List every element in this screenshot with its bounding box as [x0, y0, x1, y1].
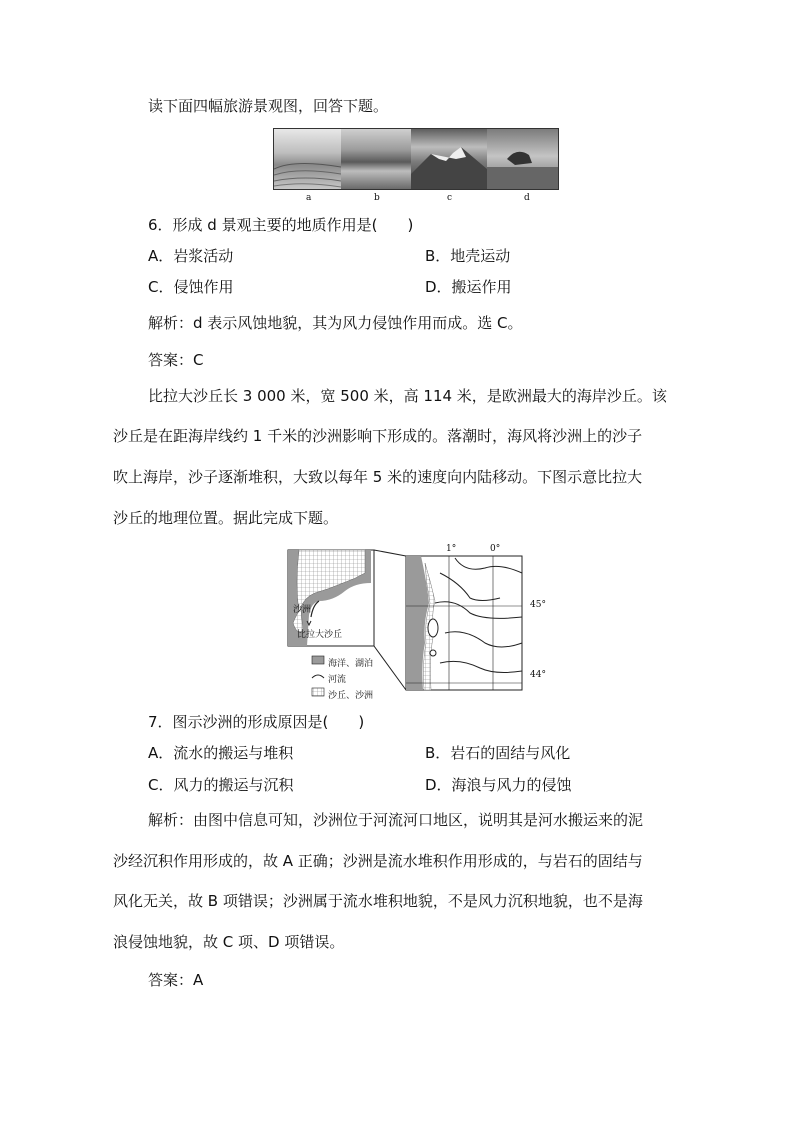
photo-label-b: b: [374, 193, 380, 203]
landscape-photos: [273, 128, 559, 190]
q7-option-d: D．海浪与风力的侵蚀: [425, 776, 572, 794]
q7-analysis-line-1: 解析：由图中信息可知，沙洲位于河流河口地区，说明其是河水搬运来的泥: [148, 811, 644, 829]
q7-option-c: C．风力的搬运与沉积: [148, 776, 294, 794]
q6-option-c: C．侵蚀作用: [148, 278, 234, 296]
bila-dune-map: [285, 543, 555, 703]
q6-analysis: 解析：d 表示风蚀地貌，其为风力侵蚀作用而成。选 C。: [148, 314, 523, 332]
passage-line-3: 吹上海岸，沙子逐渐堆积，大致以每年 5 米的速度向内陆移动。下图示意比拉大: [113, 468, 643, 486]
q7-analysis-line-4: 浪侵蚀地貌，故 C 项、D 项错误。: [113, 933, 345, 951]
photo-label-a: a: [306, 193, 312, 203]
map-lon-1: 1°: [446, 544, 457, 554]
q7-answer: 答案：A: [148, 971, 204, 989]
legend-river: 河流: [328, 675, 347, 685]
map-lat-44: 44°: [530, 670, 546, 680]
q6-option-d: D．搬运作用: [425, 278, 512, 296]
q6-answer: 答案：C: [148, 351, 204, 369]
passage-line-1: 比拉大沙丘长 3 000 米，宽 500 米，高 114 米，是欧洲最大的海岸沙丘。该: [148, 387, 667, 405]
intro-text: 读下面四幅旅游景观图，回答下题。: [148, 97, 389, 115]
q6-option-a: A．岩浆活动: [148, 247, 234, 265]
q7-option-a: A．流水的搬运与堆积: [148, 744, 294, 762]
photo-label-c: c: [447, 193, 453, 203]
photo-d-wind-eroded: [487, 129, 558, 189]
map-label-dune: 比拉大沙丘: [297, 630, 343, 640]
photo-c-mountain: [411, 129, 487, 189]
photo-b-desert: [341, 129, 411, 189]
passage-line-2: 沙丘是在距海岸线约 1 千米的沙洲影响下形成的。落潮时，海风将沙洲上的沙子: [113, 427, 643, 445]
q7-stem: 7．图示沙洲的形成原因是( ): [148, 713, 365, 731]
q7-analysis-line-2: 沙经沉积作用形成的，故 A 正确；沙洲是流水堆积作用形成的，与岩石的固结与: [113, 852, 643, 870]
map-lon-0: 0°: [490, 544, 501, 554]
map-lat-45: 45°: [530, 600, 546, 610]
q7-option-b: B．岩石的固结与风化: [425, 744, 571, 762]
legend-sand-dune: 沙丘、沙洲: [328, 691, 374, 701]
passage-line-4: 沙丘的地理位置。据此完成下题。: [113, 509, 339, 527]
photo-a-sand-dune: [274, 129, 341, 189]
q6-stem: 6．形成 d 景观主要的地质作用是( ): [148, 216, 414, 234]
q6-option-b: B．地壳运动: [425, 247, 511, 265]
q7-analysis-line-3: 风化无关，故 B 项错误；沙洲属于流水堆积地貌，不是风力沉积地貌，也不是海: [113, 892, 643, 910]
photo-label-d: d: [524, 193, 530, 203]
legend-ocean-lake: 海洋、湖泊: [328, 659, 374, 669]
map-label-sandbar: 沙洲: [293, 605, 312, 615]
